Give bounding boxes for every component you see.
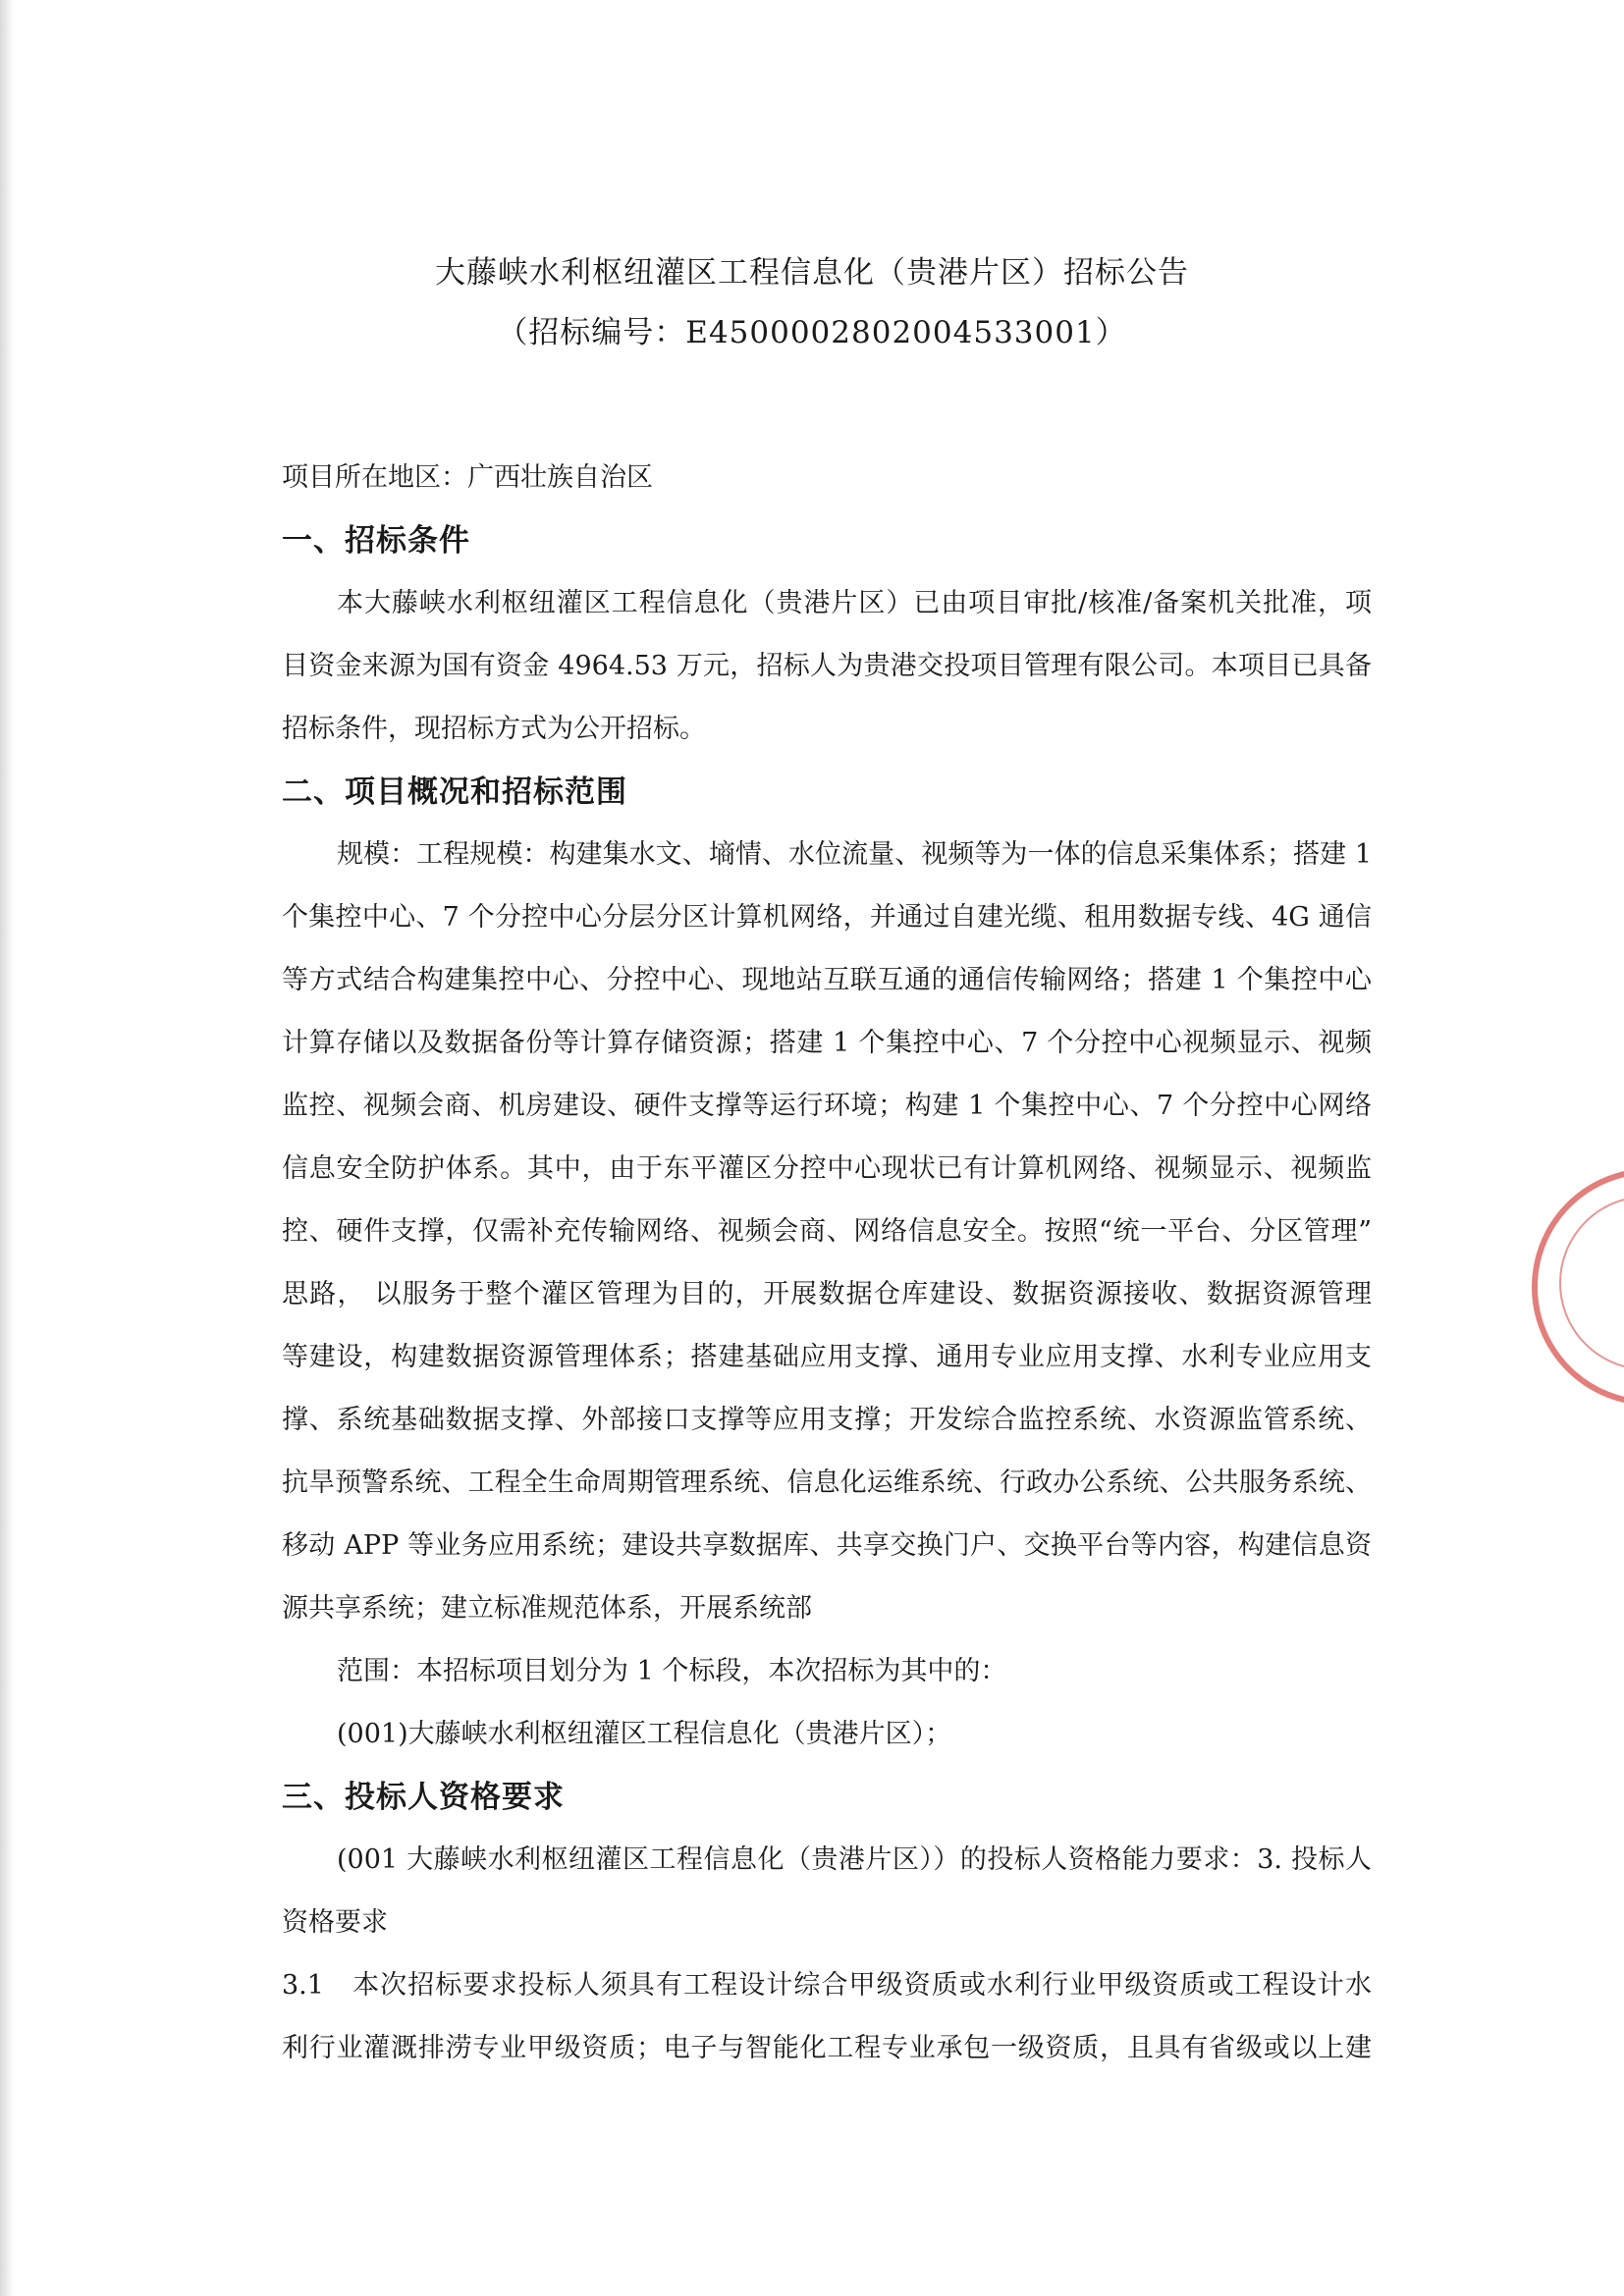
paragraph-line: 思路， 以服务于整个灌区管理为目的，开展数据仓库建设、数据资源接收、数据资源管理	[282, 1279, 1372, 1309]
paragraph-line: 本大藤峡水利枢纽灌区工程信息化（贵港片区）已由项目审批/核准/备案机关批准，项	[337, 588, 1372, 618]
paragraph-line: 源共享系统；建立标准规范体系，开展系统部	[282, 1593, 812, 1624]
tender-code: （招标编号：E4500002802004533001）	[497, 315, 1127, 350]
paragraph-line: 规模：工程规模：构建集水文、墒情、水位流量、视频等为一体的信息采集体系；搭建 1	[337, 839, 1372, 870]
paragraph-line: 撑、系统基础数据支撑、外部接口支撑等应用支撑；开发综合监控系统、水资源监管系统、	[282, 1405, 1372, 1435]
red-seal-stamp	[1532, 1168, 1624, 1406]
paragraph-line: 利行业灌溉排涝专业甲级资质；电子与智能化工程专业承包一级资质，且具有省级或以上建	[282, 2033, 1372, 2063]
lot-line: (001)大藤峡水利枢纽灌区工程信息化（贵港片区）；	[337, 1719, 952, 1749]
paragraph-line: 抗旱预警系统、工程全生命周期管理系统、信息化运维系统、行政办公系统、公共服务系统、	[282, 1468, 1372, 1498]
paragraph-line: 3.1 本次招标要求投标人须具有工程设计综合甲级资质或水利行业甲级资质或工程设计水	[282, 1970, 1372, 2001]
paragraph-line: 目资金来源为国有资金 4964.53 万元，招标人为贵港交投项目管理有限公司。本项目已具备	[282, 651, 1372, 681]
section-heading-conditions: 一、招标条件	[282, 523, 470, 559]
paragraph-line: 等方式结合构建集控中心、分控中心、现地站互联互通的通信传输网络；搭建 1 个集控中心	[282, 965, 1372, 995]
paragraph-line: 移动 APP 等业务应用系统；建设共享数据库、共享交换门户、交换平台等内容，构建信息资	[282, 1530, 1372, 1561]
paragraph-line: 等建设，构建数据资源管理体系；搭建基础应用支撑、通用专业应用支撑、水利专业应用支	[282, 1342, 1372, 1372]
section-heading-qualifications: 三、投标人资格要求	[282, 1780, 565, 1815]
paragraph-line: 监控、视频会商、机房建设、硬件支撑等运行环境；构建 1 个集控中心、7 个分控中心网络	[282, 1091, 1372, 1121]
red-seal-inner-ring	[1559, 1196, 1624, 1370]
paragraph-line: 信息安全防护体系。其中，由于东平灌区分控中心现状已有计算机网络、视频显示、视频监	[282, 1153, 1372, 1184]
section-heading-overview: 二、项目概况和招标范围	[282, 774, 627, 810]
paragraph-line: (001 大藤峡水利枢纽灌区工程信息化（贵港片区））的投标人资格能力要求：3. 投标人	[337, 1844, 1372, 1875]
paragraph-line: 计算存储以及数据备份等计算存储资源；搭建 1 个集控中心、7 个分控中心视频显示、视频	[282, 1028, 1372, 1058]
paragraph-line: 控、硬件支撑，仅需补充传输网络、视频会商、网络信息安全。按照“统一平台、分区管理”	[282, 1216, 1372, 1247]
document-body	[282, 447, 1372, 2080]
paragraph-line: 招标条件，现招标方式为公开招标。	[282, 714, 706, 744]
document-title: 大藤峡水利枢纽灌区工程信息化（贵港片区）招标公告	[435, 255, 1189, 291]
scope-line: 范围：本招标项目划分为 1 个标段，本次招标为其中的：	[337, 1656, 1007, 1686]
paragraph-line: 资格要求	[282, 1907, 388, 1938]
project-region: 项目所在地区：广西壮族自治区	[282, 462, 653, 493]
paragraph-line: 个集控中心、7 个分控中心分层分区计算机网络，并通过自建光缆、租用数据专线、4G 通信	[282, 902, 1372, 933]
